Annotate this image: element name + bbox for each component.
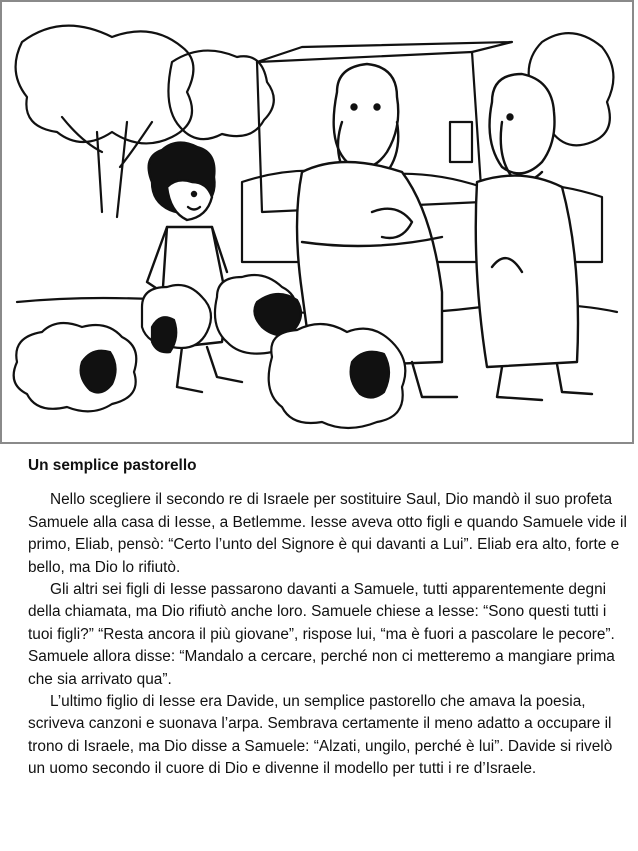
story-text <box>28 455 628 781</box>
story-paragraph-3: L’ultimo figlio di Iesse era Davide, un semplice pastorello che amava la poesia, scriveva canzoni e suonava l’arpa. Sembrava certamente il meno adatto a occupare il trono di Israele, ma Dio disse a Samuele: “Alzati, ungilo, perché è lui”. Davide si rivelò un uomo secondo il cuore di Dio e divenne il modello per tutti i re d’Israele. <box>28 693 613 778</box>
story-title: Un semplice pastorello <box>28 457 197 474</box>
story-paragraph-2: Gli altri sei figli di Iesse passarono davanti a Samuele, tutti apparentemente degni della chiamata, ma Dio rifiutò anche loro. Samuele chiese a Iesse: “Sono questi tutti i tuoi figli?” “Resta ancora il più giovane”, rispose lui, “ma è fuori a pascolare le pecore”. Samuele allora disse: “Mandalo a cercare, perché non ci metteremo a mangiare prima che sia arrivato qua”. <box>28 581 615 688</box>
illustration-drawing <box>2 2 632 442</box>
story-paragraph-1: Nello scegliere il secondo re di Israele per sostituire Saul, Dio mandò il suo profeta Samuele alla casa di Iesse, a Betlemme. Iesse aveva otto figli e quando Samuele vide il primo, Eliab, pensò: “Certo l’unto del Signore è qui davanti a Lui”. Eliab era alto, forte e bello, ma Dio lo rifiutò. <box>28 491 627 576</box>
jesse-figure <box>476 74 592 400</box>
david-figure <box>147 143 242 392</box>
